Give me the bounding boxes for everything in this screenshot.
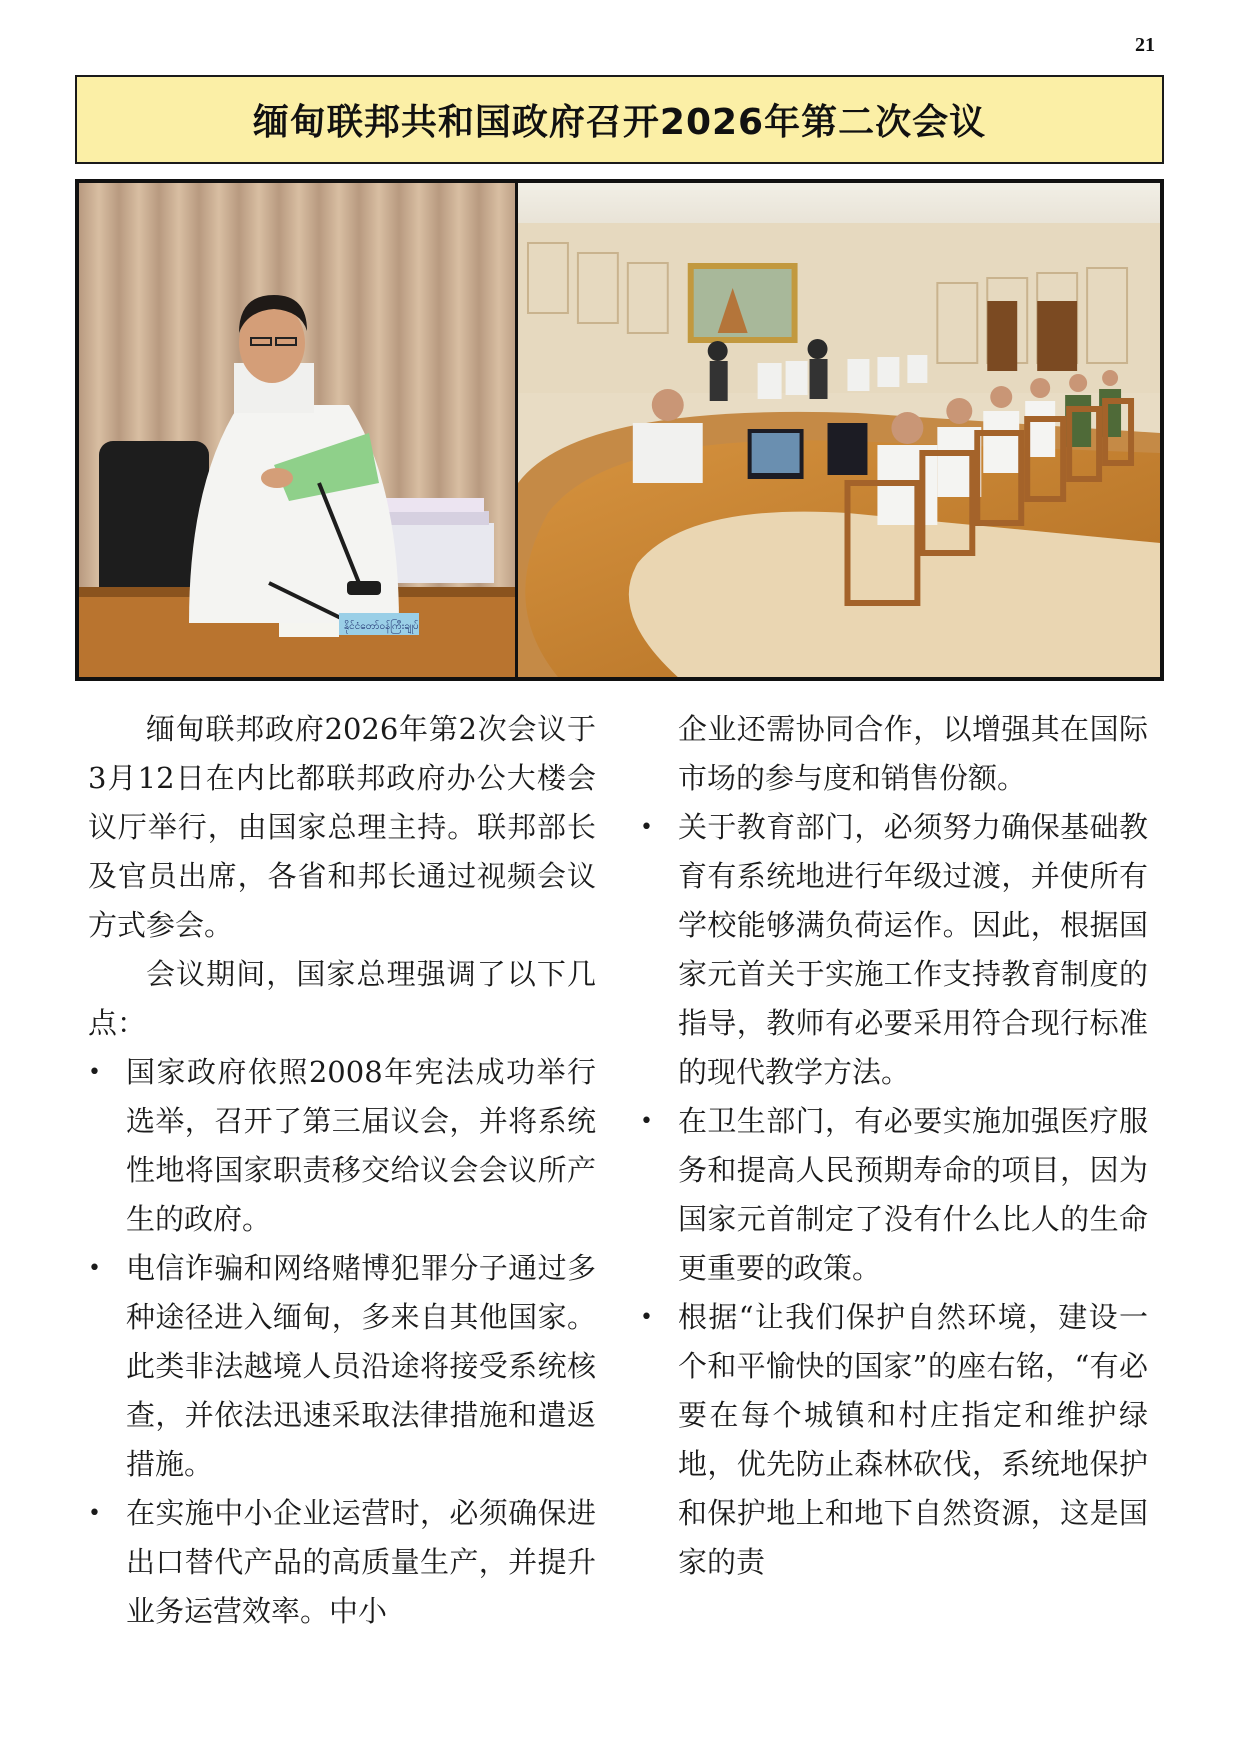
bullet-item: • 根据“让我们保护自然环境，建设一个和平愉快的国家”的座右铭，“有必要在每个城镇和村庄指定和维护绿地，优先防止森林砍伐，系统地保护和保护地上和地下自然资源，这是国家的责: [640, 1293, 1148, 1587]
page-number: 21: [1135, 34, 1155, 56]
meeting-hall-photo: [518, 183, 1160, 677]
speaker-photo: [79, 183, 515, 677]
article-title-box: [75, 75, 1164, 164]
left-column: [88, 705, 596, 1636]
nameplate-text: နိုင်ငံတော်ဝန်ကြီးချုပ်: [344, 621, 419, 632]
speaker-photo-illustration: [79, 183, 515, 677]
bullet-continuation: 企业还需协同合作，以增强其在国际市场的参与度和销售份额。: [678, 712, 1148, 795]
bullet-item: • 在实施中小企业运营时，必须确保进出口替代产品的高质量生产，并提升业务运营效率。中小: [88, 1489, 596, 1636]
bullet-item: • 电信诈骗和网络赌博犯罪分子通过多种途径进入缅甸，多来自其他国家。此类非法越境人员沿途将接受系统核查，并依法迅速采取法律措施和遣返措施。: [88, 1244, 596, 1489]
meeting-hall-illustration: [518, 183, 1160, 677]
points-intro-paragraph: 会议期间，国家总理强调了以下几点：: [88, 957, 596, 1040]
article-title: 缅甸联邦共和国政府召开2026年第二次会议: [252, 102, 987, 143]
photo-frame: [75, 179, 1164, 681]
intro-paragraph: 缅甸联邦政府2026年第2次会议于3月12日在内比都联邦政府办公大楼会议厅举行，由国家总理主持。联邦部长及官员出席，各省和邦长通过视频会议方式参会。: [88, 712, 596, 942]
right-bullet-list: [640, 705, 1148, 1587]
bullet-item: • 关于教育部门，必须努力确保基础教育有系统地进行年级过渡，并使所有学校能够满负荷运作。因此，根据国家元首关于实施工作支持教育制度的指导，教师有必要采用符合现行标准的现代教学方法。: [640, 803, 1148, 1097]
bullet-item: • 国家政府依照2008年宪法成功举行选举，召开了第三届议会，并将系统性地将国家职责移交给议会会议所产生的政府。: [88, 1048, 596, 1244]
left-bullet-list: [88, 1048, 596, 1636]
bullet-item: • 在卫生部门，有必要实施加强医疗服务和提高人民预期寿命的项目，因为国家元首制定了没有什么比人的生命更重要的政策。: [640, 1097, 1148, 1293]
right-column: [640, 705, 1148, 1587]
